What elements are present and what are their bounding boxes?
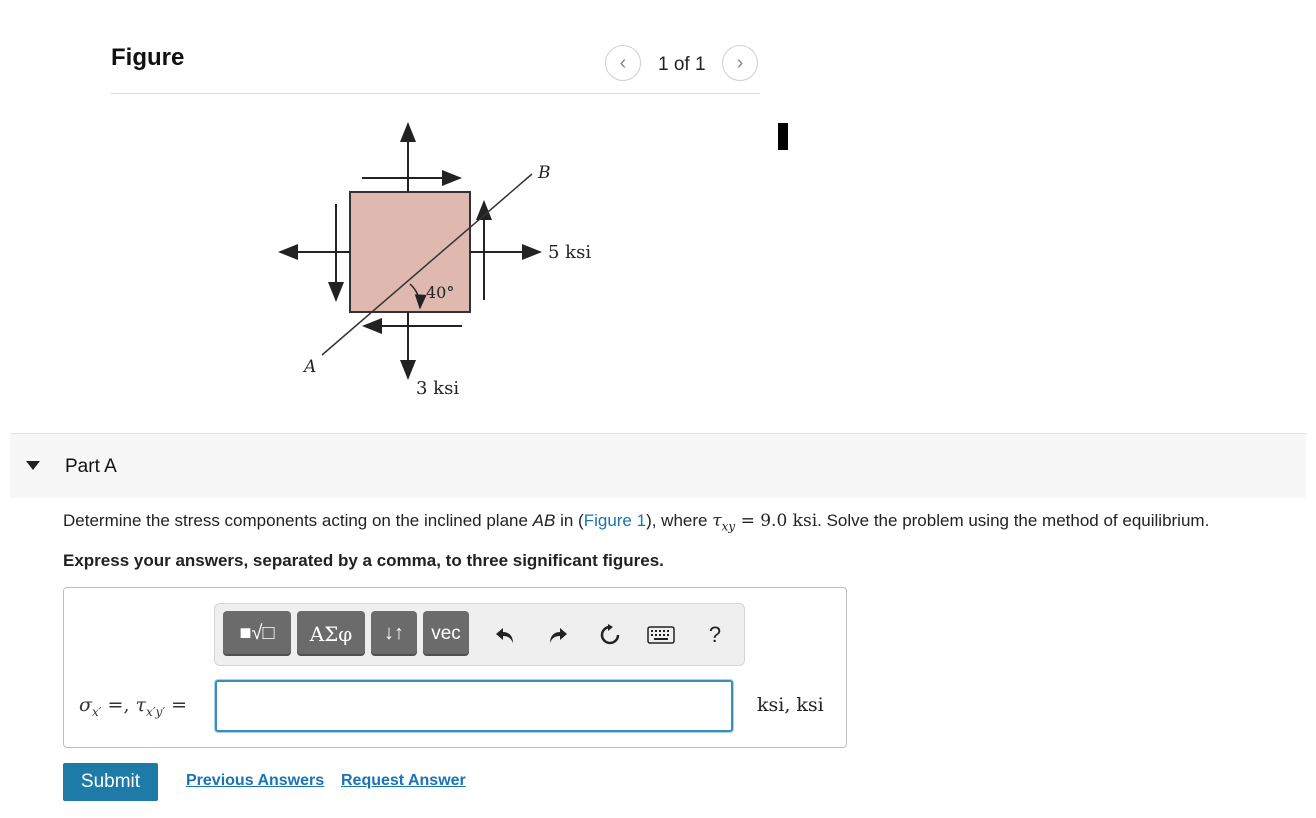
units-label: ksi, ksi [757, 694, 824, 716]
text-cursor-block [778, 123, 788, 150]
tau-subscript-answer: x′y′ [146, 704, 166, 719]
chevron-left-icon: ‹ [619, 51, 627, 74]
answer-label [79, 694, 187, 719]
stress-y-label: 3 ksi [416, 378, 460, 399]
chevron-right-icon: › [736, 51, 744, 74]
question-pre: Determine the stress components acting on the inclined plane [63, 511, 533, 530]
submit-button[interactable]: Submit [63, 763, 158, 801]
greek-symbols-button[interactable]: ΑΣφ [297, 611, 365, 656]
part-a-header[interactable] [10, 433, 1306, 498]
tau-subscript: xy [721, 519, 736, 534]
instruction-text: Express your answers, separated by a comma, to three significant figures. [63, 551, 664, 570]
figure-pager: 1 of 1 [658, 54, 706, 75]
stress-element-diagram [270, 112, 630, 412]
request-answer-link[interactable]: Request Answer [341, 772, 466, 789]
figure-title: Figure [111, 44, 185, 71]
help-button[interactable]: ? [708, 622, 722, 647]
answer-input[interactable] [215, 680, 733, 732]
reset-icon[interactable] [595, 620, 625, 650]
figure-link[interactable]: Figure 1 [583, 511, 647, 530]
figure-divider [111, 93, 760, 94]
label-b: B [538, 163, 551, 183]
previous-answers-link[interactable]: Previous Answers [186, 772, 325, 789]
redo-icon[interactable] [543, 620, 573, 650]
caret-down-icon[interactable] [26, 461, 40, 470]
question-post-link: ), where [646, 511, 713, 530]
question-mid: in ( [555, 511, 584, 530]
tau-value: = 9.0 ksi [735, 511, 818, 531]
sigma-symbol: σ [79, 694, 92, 716]
next-figure-button[interactable] [722, 45, 758, 81]
tau-symbol: τ [712, 511, 722, 531]
stress-x-label: 5 ksi [548, 242, 592, 263]
part-a-title: Part A [65, 456, 117, 477]
subscript-superscript-button[interactable]: ↓↑ [371, 611, 417, 656]
templates-button[interactable]: ■√□ [223, 611, 291, 656]
vector-button[interactable]: vec [423, 611, 469, 656]
plane-label: AB [532, 511, 556, 530]
angle-label: 40° [426, 283, 455, 302]
keyboard-icon[interactable] [646, 620, 676, 650]
question-text [63, 511, 1209, 533]
question-tail: . Solve the problem using the method of equilibrium. [817, 511, 1210, 530]
undo-icon[interactable] [490, 620, 520, 650]
label-end: = [165, 694, 188, 716]
tau-symbol-answer: τ [135, 694, 147, 716]
label-mid: =, [101, 694, 136, 716]
sigma-subscript: x′ [91, 704, 102, 719]
label-a: A [304, 357, 317, 377]
previous-figure-button[interactable] [605, 45, 641, 81]
